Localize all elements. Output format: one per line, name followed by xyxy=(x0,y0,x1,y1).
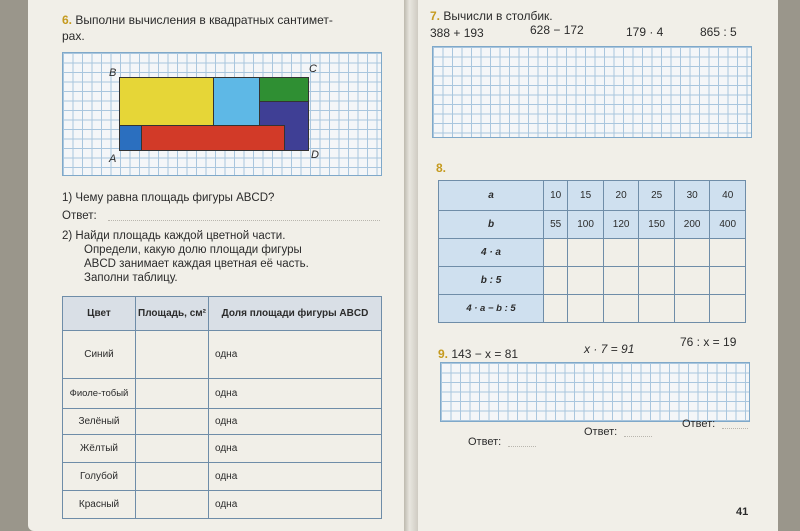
table-row xyxy=(439,295,746,323)
area-cell[interactable] xyxy=(136,491,209,519)
row-label-b-div-5: b : 5 xyxy=(439,267,544,295)
task6-color-table xyxy=(62,296,382,519)
task9-heading xyxy=(438,348,518,360)
share-cell[interactable] xyxy=(209,491,382,519)
task6-answer-label: Ответ: xyxy=(62,210,97,222)
col-header-area: Площадь, см² xyxy=(136,297,209,331)
area-cell[interactable] xyxy=(136,379,209,409)
table-row xyxy=(63,463,382,491)
task7-expr-3: 179 · 4 xyxy=(626,25,664,39)
b-value: 200 xyxy=(674,211,710,239)
task6-number: 6. xyxy=(62,13,73,27)
task7-expr-2: 628 − 172 xyxy=(530,23,584,37)
table-row xyxy=(63,331,382,379)
table-row xyxy=(439,181,746,211)
row-label-b: b xyxy=(439,211,544,239)
answer-cell[interactable] xyxy=(603,239,639,267)
task8-number: 8. xyxy=(436,161,447,175)
task9-answer-line-3[interactable] xyxy=(722,428,748,429)
task6-text-line2: рах. xyxy=(62,29,85,43)
b-value: 55 xyxy=(544,211,568,239)
col-header-color: Цвет xyxy=(63,297,136,331)
table-row xyxy=(63,379,382,409)
task9-answer-label-2: Ответ: xyxy=(584,426,618,438)
a-value: 10 xyxy=(544,181,568,211)
task9-answer-label-3: Ответ: xyxy=(682,418,716,430)
table-row xyxy=(439,239,746,267)
figure-yellow-part xyxy=(119,77,215,127)
answer-cell[interactable] xyxy=(639,239,675,267)
share-cell[interactable] xyxy=(209,435,382,463)
task9-answer-line-1[interactable] xyxy=(508,446,536,447)
answer-cell[interactable] xyxy=(568,295,604,323)
b-value: 400 xyxy=(710,211,746,239)
answer-cell[interactable] xyxy=(674,295,710,323)
task7-work-grid[interactable] xyxy=(432,46,752,138)
task6-q2-line4: Заполни таблицу. xyxy=(84,272,178,284)
answer-cell[interactable] xyxy=(544,239,568,267)
table-row xyxy=(63,491,382,519)
answer-cell[interactable] xyxy=(568,239,604,267)
figure-blue-part xyxy=(119,125,143,151)
task9-work-grid[interactable] xyxy=(440,362,750,422)
answer-cell[interactable] xyxy=(544,267,568,295)
row-color-label: Голубой xyxy=(63,463,136,491)
share-cell[interactable] xyxy=(209,379,382,409)
area-cell[interactable] xyxy=(136,331,209,379)
col-header-share: Доля площади фигуры ABCD xyxy=(209,297,382,331)
share-cell[interactable] xyxy=(209,463,382,491)
answer-cell[interactable] xyxy=(710,239,746,267)
table-row xyxy=(63,435,382,463)
row-color-label: Фиоле-тобый xyxy=(63,379,136,409)
vertex-a-label: A xyxy=(109,153,117,165)
answer-cell[interactable] xyxy=(674,239,710,267)
share-prefix: одна xyxy=(215,471,238,482)
answer-cell[interactable] xyxy=(568,267,604,295)
a-value: 15 xyxy=(568,181,604,211)
task7-heading xyxy=(430,10,553,22)
a-value: 40 xyxy=(710,181,746,211)
share-prefix: одна xyxy=(215,349,238,360)
share-prefix: одна xyxy=(215,499,238,510)
task8-table xyxy=(438,180,746,323)
task9-number: 9. xyxy=(438,347,449,361)
answer-cell[interactable] xyxy=(544,295,568,323)
task7-expr-4: 865 : 5 xyxy=(700,25,737,39)
figure-lightblue-part xyxy=(213,77,261,127)
row-color-label: Синий xyxy=(63,331,136,379)
task6-question1: 1) Чему равна площадь фигуры ABCD? xyxy=(62,192,275,204)
a-value: 20 xyxy=(603,181,639,211)
task6-q2-line1: 2) Найди площадь каждой цветной части. xyxy=(62,230,286,242)
task9-answer-label-1: Ответ: xyxy=(468,436,502,448)
row-label-a: a xyxy=(439,181,544,211)
task9-eq-1: 143 − x = 81 xyxy=(451,347,519,361)
vertex-b-label: B xyxy=(109,67,117,79)
figure-green-part xyxy=(259,77,309,103)
table-row xyxy=(63,409,382,435)
task6-figure-grid xyxy=(62,52,382,176)
task9-answer-line-2[interactable] xyxy=(624,436,652,437)
area-cell[interactable] xyxy=(136,463,209,491)
row-color-label: Жёлтый xyxy=(63,435,136,463)
task6-q2-line3: ABCD занимает каждая цветная её часть. xyxy=(84,258,309,270)
task6-q2-line2: Определи, какую долю площади фигуры xyxy=(84,244,302,256)
answer-cell[interactable] xyxy=(674,267,710,295)
answer-cell[interactable] xyxy=(639,267,675,295)
table-row xyxy=(439,267,746,295)
share-cell[interactable] xyxy=(209,409,382,435)
share-prefix: одна xyxy=(215,416,238,427)
answer-cell[interactable] xyxy=(639,295,675,323)
share-prefix: одна xyxy=(215,388,238,399)
answer-cell[interactable] xyxy=(603,295,639,323)
task7-expr-1: 388 + 193 xyxy=(430,26,484,40)
answer-cell[interactable] xyxy=(710,295,746,323)
table-row xyxy=(439,211,746,239)
a-value: 25 xyxy=(639,181,675,211)
b-value: 150 xyxy=(639,211,675,239)
vertex-c-label: C xyxy=(309,63,317,75)
b-value: 100 xyxy=(568,211,604,239)
task6-text-line1: Выполни вычисления в квадратных сантимет- xyxy=(75,13,333,27)
task9-eq-2: x · 7 = 91 xyxy=(584,342,635,356)
area-cell[interactable] xyxy=(136,409,209,435)
a-value: 30 xyxy=(674,181,710,211)
task7-text: Вычисли в столбик. xyxy=(443,9,553,23)
task6-answer-line[interactable] xyxy=(108,220,380,221)
answer-cell[interactable] xyxy=(603,267,639,295)
figure-red-part xyxy=(141,125,285,151)
row-color-label: Красный xyxy=(63,491,136,519)
task9-eq-3: 76 : x = 19 xyxy=(680,335,737,349)
row-label-expression: 4 · a − b : 5 xyxy=(439,295,544,323)
task6-heading xyxy=(62,14,333,26)
b-value: 120 xyxy=(603,211,639,239)
area-cell[interactable] xyxy=(136,435,209,463)
share-prefix: одна xyxy=(215,443,238,454)
share-cell[interactable] xyxy=(209,331,382,379)
task7-number: 7. xyxy=(430,9,441,23)
row-color-label: Зелёный xyxy=(63,409,136,435)
vertex-d-label: D xyxy=(311,149,319,161)
answer-cell[interactable] xyxy=(710,267,746,295)
row-label-4a: 4 · a xyxy=(439,239,544,267)
page-number: 41 xyxy=(736,506,749,518)
book-spine xyxy=(404,0,418,531)
